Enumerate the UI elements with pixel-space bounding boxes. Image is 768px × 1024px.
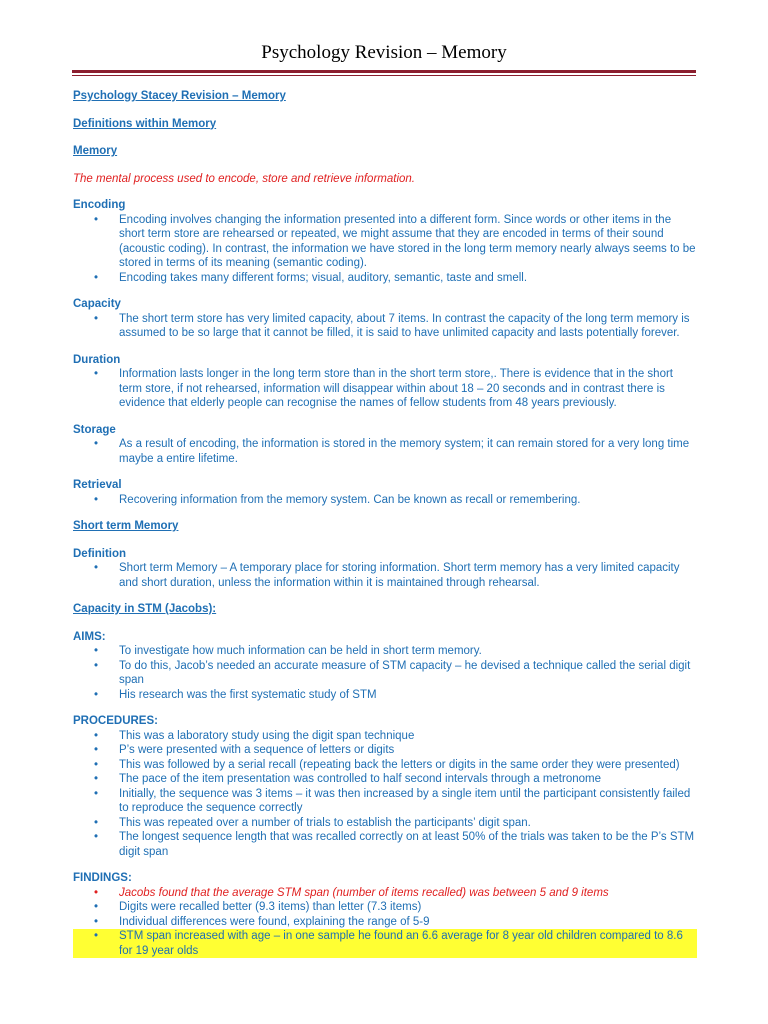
list-item: • P’s were presented with a sequence of letters or digits xyxy=(73,743,697,758)
storage-list xyxy=(73,437,697,466)
capacity-jacobs-link[interactable]: Capacity in STM (Jacobs): xyxy=(73,603,217,615)
findings-heading: FINDINGS: xyxy=(73,872,132,884)
list-item: • Initially, the sequence was 3 items – it was then increased by a single item until the participant consistently failed to reproduce the sequence correctly xyxy=(73,787,697,816)
capacity-list xyxy=(73,312,697,341)
list-item: • Recovering information from the memory system. Can be known as recall or remembering. xyxy=(73,493,697,508)
duration-list xyxy=(73,367,697,411)
duration-heading: Duration xyxy=(73,353,121,366)
storage-heading: Storage xyxy=(73,423,116,436)
list-item: • To do this, Jacob’s needed an accurate measure of STM capacity – he devised a technique called the serial digit span xyxy=(73,659,697,688)
memory-link[interactable]: Memory xyxy=(73,145,118,157)
title-rule-thin xyxy=(72,75,696,76)
definitions-link[interactable]: Definitions within Memory xyxy=(73,117,217,130)
aims-heading: AIMS: xyxy=(73,630,106,643)
list-item: • Short term Memory – A temporary place for storing information. Short term memory has a very limited capacity and short duration, unless the information within it is maintained through rehearsal. xyxy=(73,561,697,590)
list-item: • Information lasts longer in the long term store than in the short term store,. There is evidence that in the short term store, if not rehearsed, information will disappear within about 18 – 20 seconds and in contrast there is evidence that elderly people can recognise the names of fellow students from 48 years previously. xyxy=(73,367,697,411)
list-item: • Encoding takes many different forms; visual, auditory, semantic, taste and smell. xyxy=(73,271,697,286)
list-item: • This was followed by a serial recall (repeating back the letters or digits in the same order they were presented) xyxy=(73,758,697,773)
procedures-heading: PROCEDURES: xyxy=(73,715,158,727)
list-item: • As a result of encoding, the information is stored in the memory system; it can remain stored for a very long time maybe a entire lifetime. xyxy=(73,437,697,466)
list-item: • Jacobs found that the average STM span (number of items recalled) was between 5 and 9 items xyxy=(73,886,697,901)
title-rule-thick xyxy=(72,70,696,73)
aims-list xyxy=(73,644,697,702)
highlighted-list-item: • STM span increased with age – in one sample he found an 6.6 average for 8 year old children compared to 8.6 for 19 year olds xyxy=(73,929,697,958)
memory-definition: The mental process used to encode, store and retrieve information. xyxy=(73,172,415,185)
document-body xyxy=(73,89,697,970)
retrieval-list xyxy=(73,493,697,508)
encoding-list xyxy=(73,213,697,286)
list-item: • To investigate how much information can be held in short term memory. xyxy=(73,644,697,659)
list-item: • Digits were recalled better (9.3 items) than letter (7.3 items) xyxy=(73,900,697,915)
retrieval-heading: Retrieval xyxy=(73,479,122,491)
definition-heading: Definition xyxy=(73,547,127,560)
list-item: • This was repeated over a number of trials to establish the participants’ digit span. xyxy=(73,816,697,831)
list-item: • The longest sequence length that was recalled correctly on at least 50% of the trials was taken to be the P’s STM digit span xyxy=(73,830,697,859)
encoding-heading: Encoding xyxy=(73,199,126,211)
doc-heading-link[interactable]: Psychology Stacey Revision – Memory xyxy=(73,90,286,102)
page-title: Psychology Revision – Memory xyxy=(261,42,507,63)
capacity-heading: Capacity xyxy=(73,298,121,310)
procedures-list xyxy=(73,729,697,860)
list-item: • This was a laboratory study using the digit span technique xyxy=(73,729,697,744)
list-item: • The short term store has very limited capacity, about 7 items. In contrast the capacity of the long term memory is assumed to be so large that it cannot be filled, it is said to have unlimited capacity and lasts potentially forever. xyxy=(73,312,697,341)
list-item: • Encoding involves changing the information presented into a different form. Since words or other items in the short term store are rehearsed or repeated, we might assume that they are encoded in terms of their sound (acoustic coding). In contrast, the information we have stored in the long term memory nearly always seems to be stored in terms of its meaning (semantic coding). xyxy=(73,213,697,271)
list-item: • His research was the first systematic study of STM xyxy=(73,688,697,703)
findings-list xyxy=(73,886,697,959)
definition-list xyxy=(73,561,697,590)
stm-link[interactable]: Short term Memory xyxy=(73,520,179,532)
list-item: • Individual differences were found, explaining the range of 5-9 xyxy=(73,915,697,930)
list-item: • The pace of the item presentation was controlled to half second intervals through a metronome xyxy=(73,772,697,787)
